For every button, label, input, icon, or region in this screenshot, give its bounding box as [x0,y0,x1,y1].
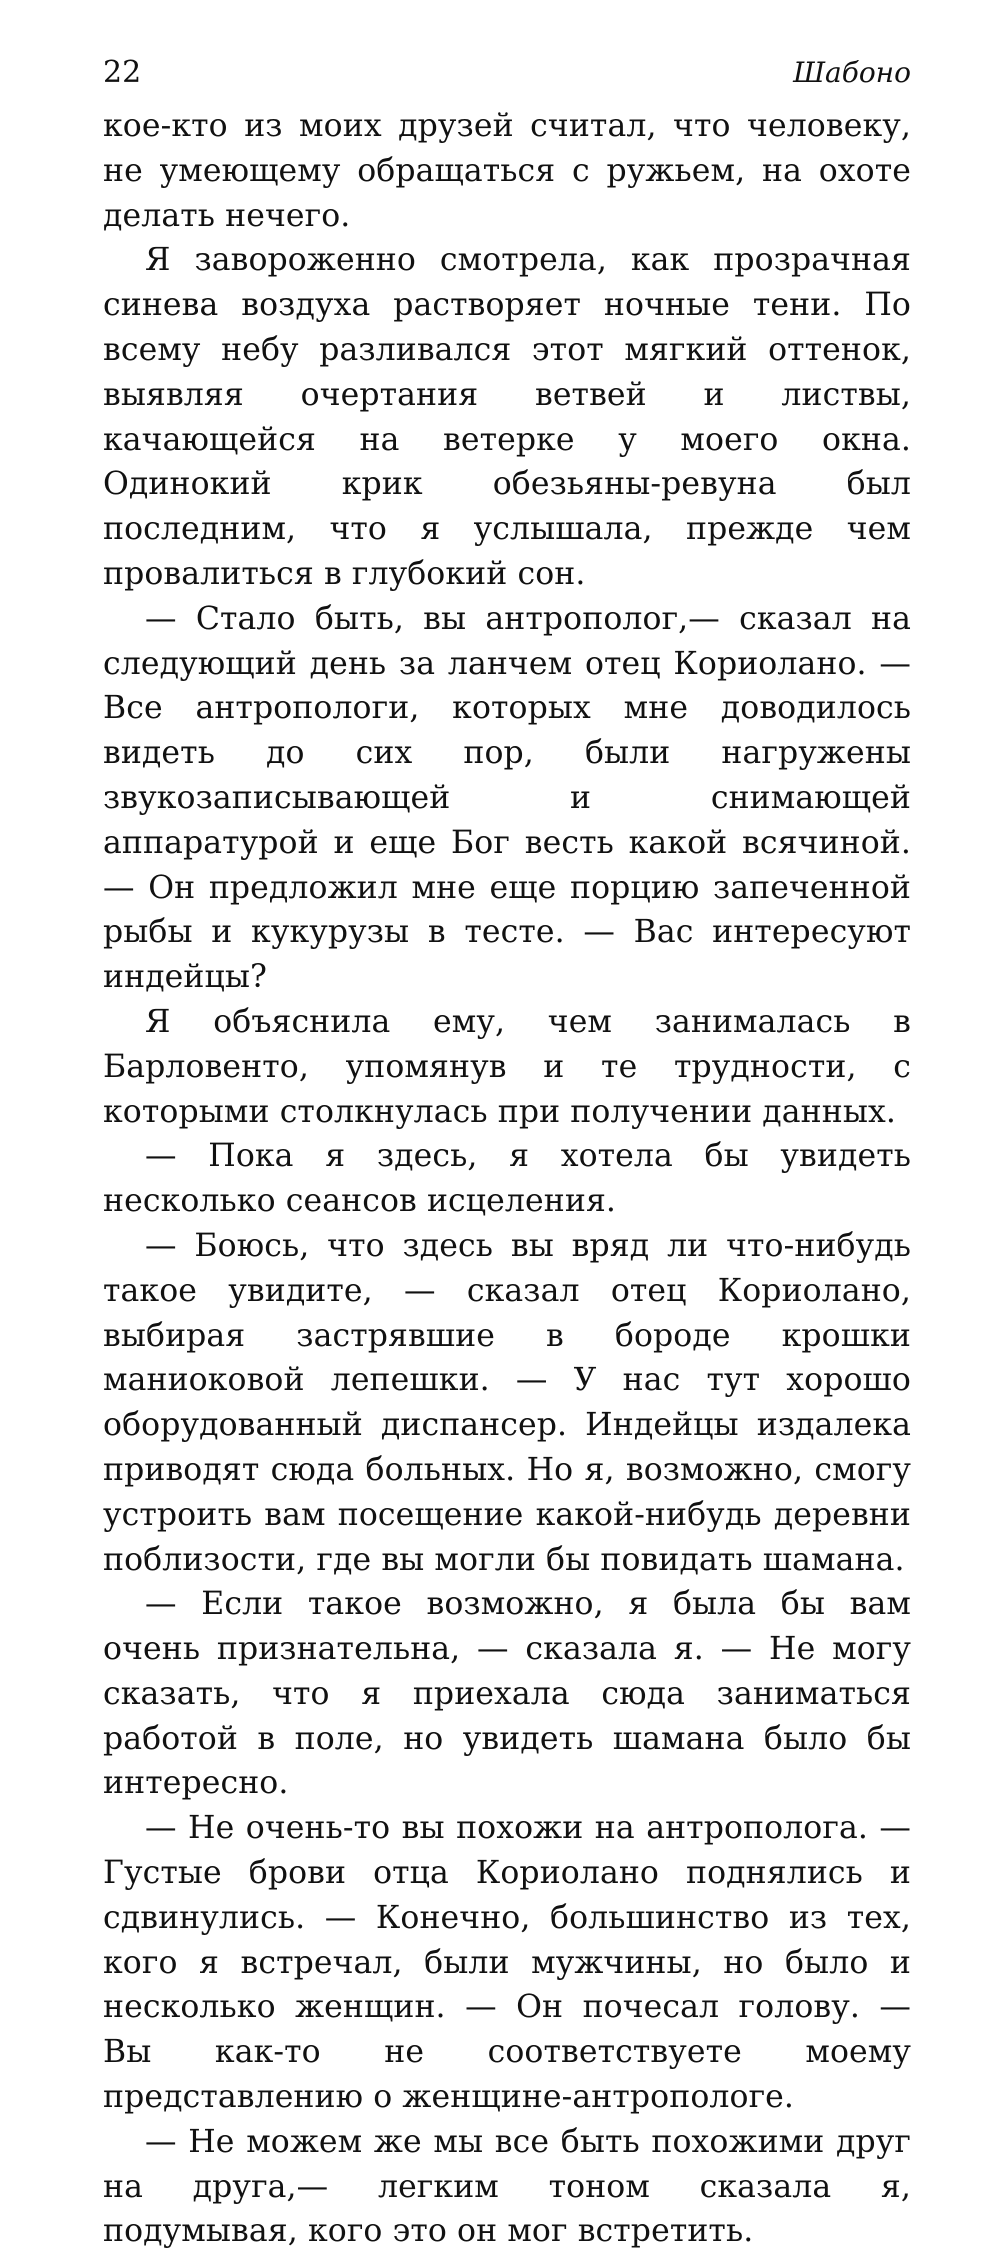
page-number: 22 [103,55,142,90]
paragraph: — Не очень-то вы похожи на антрополога. — Густые брови отца Кориолано поднялись и сдвинулись. — Конечно, большинство из тех, кого я встречал, были мужчины, но было и несколько женщин. — Он почесал голову. — Вы как-то не соответствуете моему представлению о женщине-антропологе. [103,1810,911,2116]
paragraph: — Если такое возможно, я была бы вам очень признательна, — сказала я. — Не могу сказать, что я приехала сюда заниматься работой в поле, но увидеть шамана было бы интересно. [103,1586,911,1802]
running-title: Шабоно [793,56,911,89]
paragraph: Я завороженно смотрела, как прозрачная синева воздуха растворяет ночные тени. По всему небу разливался этот мягкий оттенок, выявляя очертания ветвей и листвы, качающейся на ветерке у моего окна. Одинокий крик обезьяны-ревуна был последним, что я услышала, прежде чем провалиться в глубокий сон. [103,242,911,592]
paragraph: — Пока я здесь, я хотела бы увидеть несколько сеансов исцеления. [103,1138,911,1220]
paragraph: — Боюсь, что здесь вы вряд ли что-нибудь такое увидите, — сказал отец Кориолано, выбирая застрявшие в бороде крошки маниоковой лепешки. — У нас тут хорошо оборудованный диспансер. Индейцы издалека приводят сюда больных. Но я, возможно, смогу устроить вам посещение какой-нибудь деревни поблизости, где вы могли бы повидать шамана. [103,1227,911,1578]
paragraph: — Стало быть, вы антрополог,— сказал на следующий день за ланчем отец Кориолано. — Все антропологи, которых мне доводилось видеть до сих пор, были нагружены звукозаписывающей и снимающей аппаратурой и еще Бог весть какой всячиной. — Он предложил мне еще порцию запеченной рыбы и кукурузы в тесте. — Вас интересуют индейцы? [103,600,911,996]
paragraph: — Не можем же мы все быть похожими друг на друга,— легким тоном сказала я, подумывая, кого это он мог встретить. [103,2123,911,2250]
paragraph: кое-кто из моих друзей считал, что человеку, не умеющему обращаться с ружьем, на охоте делать нечего. [103,108,911,234]
body-text [103,104,911,2254]
page-header [103,52,911,92]
book-page [103,52,911,2250]
paragraph: Я объяснила ему, чем занималась в Барловенто, упомянув и те трудности, с которыми столкнулась при получении данных. [103,1003,911,1130]
